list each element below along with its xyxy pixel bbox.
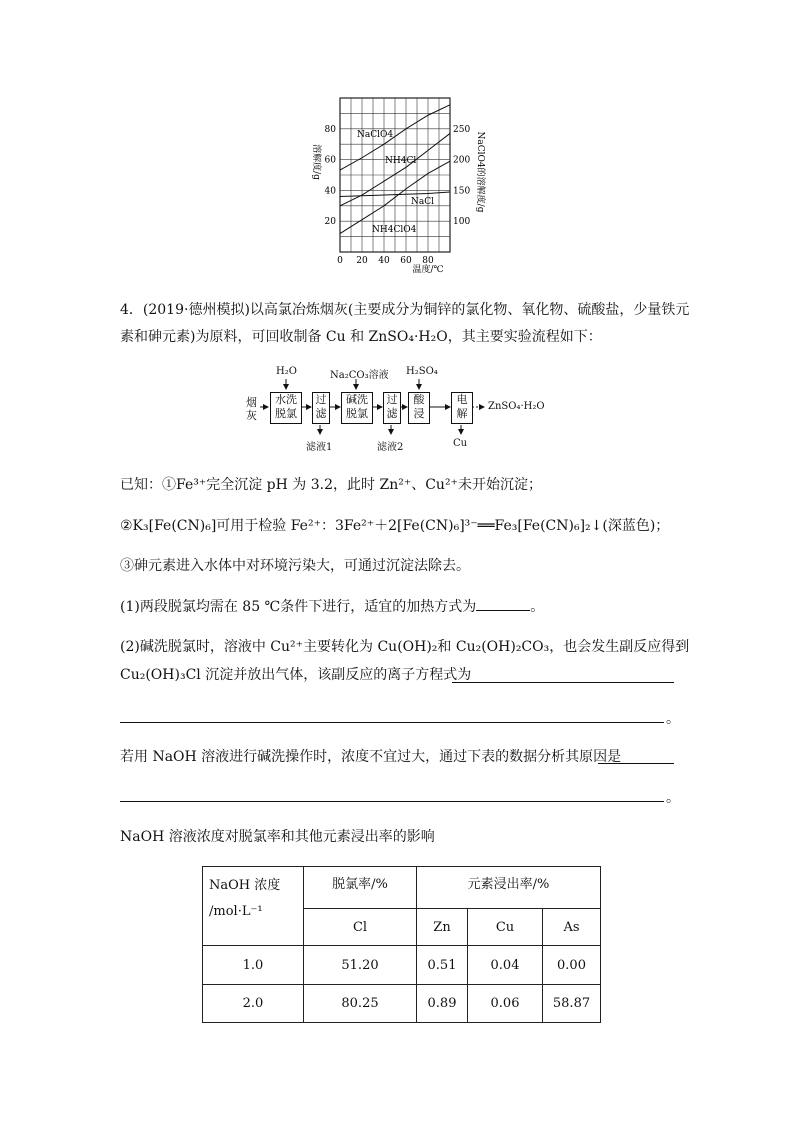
cell-conc: 1.0 [203, 946, 304, 985]
header-naoh-conc-unit: /mol·L⁻¹ [209, 904, 263, 919]
flow-box-electrolysis: 电解 [451, 392, 473, 424]
x-tick-label: 0 [337, 256, 343, 266]
header-naoh-conc-label: NaOH 浓度 [209, 878, 281, 893]
flow-box-acid-leach: 酸浸 [408, 392, 430, 424]
y-left-tick-label: 20 [324, 217, 336, 228]
chart-ylabel-right: NaClO4的溶解度/g [475, 131, 485, 213]
header-dechlorination: 脱氯率/% [304, 867, 417, 909]
cell-as: 0.00 [543, 946, 601, 985]
flow-start: 烟灰 [246, 396, 257, 422]
subheader-cl: Cl [304, 909, 417, 946]
y-right-tick-label: 100 [453, 217, 471, 228]
flow-product: ZnSO₄·H₂O [488, 401, 545, 412]
known-1: 已知：①Fe³⁺完全沉淀 pH 为 3.2，此时 Zn²⁺、Cu²⁺未开始沉淀； [120, 477, 542, 493]
chart-xlabel: 温度/℃ [412, 265, 444, 275]
flow-output-filtrate1: 滤液1 [306, 442, 333, 453]
process-flow-diagram [240, 362, 560, 454]
x-tick-label: 40 [378, 256, 390, 266]
x-tick-label: 60 [400, 256, 412, 266]
question-1-end: 。 [530, 599, 545, 615]
series-label-naclo4: NaClO4 [357, 130, 394, 140]
series-label-nh4clo4: NH4ClO4 [372, 225, 417, 235]
flow-input-acid: H₂SO₄ [406, 366, 438, 377]
question-2-line1: (2)碱洗脱氯时，溶液中 Cu²⁺主要转化为 Cu(OH)₂和 Cu₂(OH)₂CO₃，也会发生副反应得到 [120, 639, 690, 655]
answer-blank-2a[interactable] [452, 682, 674, 683]
subheader-as: As [543, 909, 601, 946]
chart-ylabel-left: 溶解度/g [311, 144, 321, 180]
y-left-tick-label: 40 [324, 186, 336, 197]
y-right-tick-label: 200 [453, 155, 471, 166]
cell-as: 58.87 [543, 985, 601, 1023]
series-label-nh4cl: NH4Cl [385, 156, 417, 166]
cell-cl: 51.20 [304, 946, 417, 985]
cell-zn: 0.89 [417, 985, 468, 1023]
answer-blank-1[interactable] [476, 596, 530, 611]
question-1 [120, 596, 544, 617]
y-left-tick-label: 80 [324, 124, 336, 135]
y-right-tick-label: 150 [453, 186, 471, 197]
question-intro-line2: 素和砷元素)为原料，可回收制备 Cu 和 ZnSO₄·H₂O，其主要实验流程如下： [120, 329, 602, 345]
table-row [203, 985, 601, 1023]
answer-blank-2b[interactable] [120, 722, 664, 723]
cell-cu: 0.04 [468, 946, 543, 985]
y-right-tick-label: 250 [453, 124, 471, 135]
table-row [203, 946, 601, 985]
data-table [202, 866, 601, 1023]
x-tick-label: 80 [422, 256, 434, 266]
y-left-tick-label: 60 [324, 155, 336, 166]
answer-blank-3a[interactable] [598, 763, 674, 764]
flow-input-carbonate: Na₂CO₃溶液 [330, 370, 389, 381]
table-caption: NaOH 溶液浓度对脱氯率和其他元素浸出率的影响 [120, 829, 435, 845]
flow-box-water-wash: 水洗脱氯 [270, 392, 302, 424]
question-2-line2: Cu₂(OH)₃Cl 沉淀并放出气体，该副反应的离子方程式为 [120, 667, 472, 683]
flow-box-filter1: 过滤 [312, 392, 330, 424]
header-leach-rate: 元素浸出率/% [417, 867, 601, 909]
question-1-text: (1)两段脱氯均需在 85 ℃条件下进行，适宜的加热方式为 [120, 599, 477, 615]
cell-zn: 0.51 [417, 946, 468, 985]
flow-input-water: H₂O [276, 366, 297, 377]
subheader-cu: Cu [468, 909, 543, 946]
header-naoh-conc [203, 867, 304, 946]
cell-conc: 2.0 [203, 985, 304, 1023]
flow-box-alkali-wash: 碱洗脱氯 [341, 392, 373, 424]
cell-cu: 0.06 [468, 985, 543, 1023]
question-2-end: 。 [666, 711, 680, 727]
question-2-end2: 。 [666, 790, 680, 806]
question-intro-line1: 4．(2019·德州模拟)以高氯冶炼烟灰(主要成分为铜锌的氯化物、氧化物、硫酸盐，少量铁元 [120, 302, 690, 318]
known-2: ②K₃[Fe(CN)₆]可用于检验 Fe²⁺：3Fe²⁺＋2[Fe(CN)₆]³⁻══Fe₃[Fe(CN)₆]₂↓(深蓝色)； [120, 518, 670, 534]
solubility-chart [300, 92, 500, 278]
subheader-zn: Zn [417, 909, 468, 946]
flow-output-filtrate2: 滤液2 [377, 442, 404, 453]
series-label-nacl: NaCl [411, 197, 435, 207]
x-tick-label: 20 [356, 256, 368, 266]
known-3: ③砷元素进入水体中对环境污染大，可通过沉淀法除去。 [120, 558, 470, 574]
flow-output-copper: Cu [453, 438, 468, 449]
flow-box-filter2: 过滤 [383, 392, 401, 424]
question-2-line3: 若用 NaOH 溶液进行碱洗操作时，浓度不宜过大，通过下表的数据分析其原因是 [120, 749, 622, 765]
cell-cl: 80.25 [304, 985, 417, 1023]
answer-blank-3b[interactable] [120, 801, 664, 802]
